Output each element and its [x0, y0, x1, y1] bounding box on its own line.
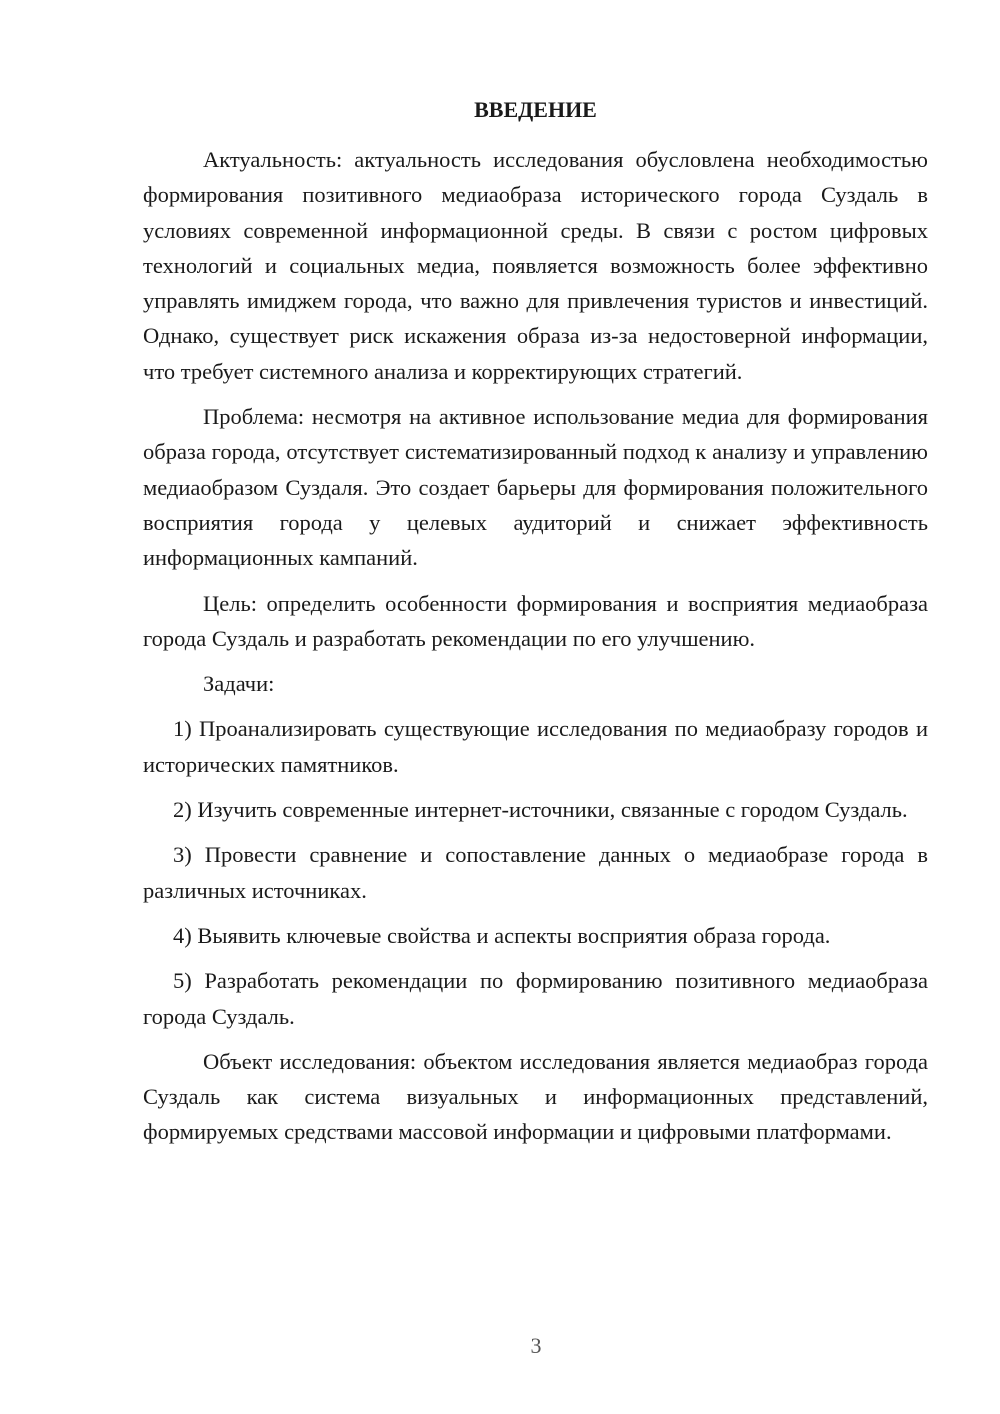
task-item-5: 5) Разработать рекомендации по формированию позитивного медиаобраза города Суздаль.	[143, 968, 928, 1029]
document-page	[143, 92, 928, 1160]
task-item-1: 1) Проанализировать существующие исследования по медиаобразу городов и исторических памятников.	[143, 716, 928, 777]
task-item-2: 2) Изучить современные интернет-источники, связанные с городом Суздаль.	[173, 797, 908, 823]
task-item-3: 3) Провести сравнение и сопоставление данных о медиаобразе города в различных источниках.	[143, 842, 928, 903]
page-number: 3	[530, 1333, 542, 1358]
paragraph-goal: Цель: определить особенности формирования и восприятия медиаобраза города Суздаль и разработать рекомендации по его улучшению.	[143, 590, 928, 651]
paragraph-relevance: Актуальность: актуальность исследования обусловлена необходимостью формирования позитивного медиаобраза исторического города Суздаль в условиях современной информационной среды. В связи с ростом цифровых технологий и социальных медиа, появляется возможность более эффективно управлять имиджем города, что важно для привлечения туристов и инвестиций. Однако, существует риск искажения образа из-за недостоверной информации, что требует системного анализа и корректирующих стратегий.	[143, 147, 928, 384]
section-title: ВВЕДЕНИЕ	[474, 97, 597, 122]
task-item-4: 4) Выявить ключевые свойства и аспекты восприятия образа города.	[173, 922, 831, 948]
paragraph-object: Объект исследования: объектом исследования является медиаобраз города Суздаль как система визуальных и информационных представлений, формируемых средствами массовой информации и цифровыми платформами.	[143, 1048, 928, 1145]
tasks-label: Задачи:	[203, 671, 275, 697]
paragraph-problem: Проблема: несмотря на активное использование медиа для формирования образа города, отсутствует систематизированный подход к анализу и управлению медиаобразом Суздаля. Это создает барьеры для формирования положительного восприятия города у целевых аудиторий и снижает эффективность информационных кампаний.	[143, 404, 928, 571]
